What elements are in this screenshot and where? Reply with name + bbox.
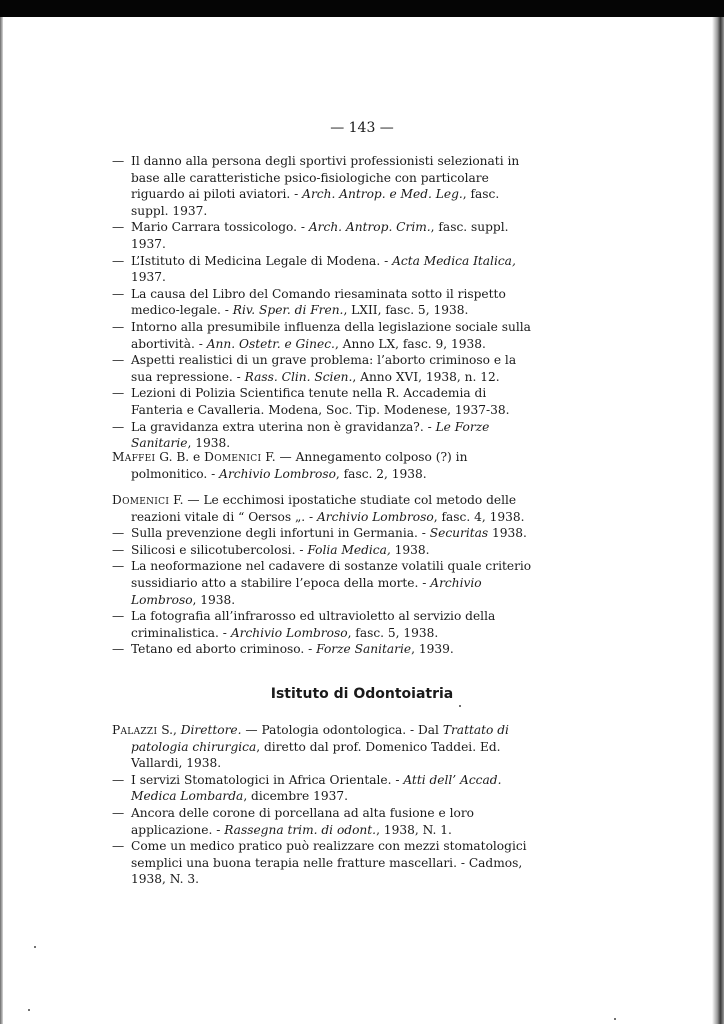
bibliography-entry: — L’Istituto di Medicina Legale di Modena. - Acta Medica Italica, 1937.	[112, 253, 516, 285]
maffei-entry: Maffei G. B. e Domenici F. — Annegamento colposo (?) in polmonitico. - Archivio Lombroso, fasc. 2, 1938.	[112, 450, 468, 481]
coauthor-name: Domenici	[204, 450, 262, 464]
scan-speck	[459, 705, 461, 707]
entry-dash: —	[112, 542, 125, 557]
bibliography-entry: — Aspetti realistici di un grave problema: l’aborto criminoso e la sua repressione. - Rass. Clin. Scien., Anno XVI, 1938, n. 12.	[112, 353, 517, 384]
entry-dash: —	[112, 805, 125, 820]
bibliography-entry: — Come un medico pratico può realizzare con mezzi stomatologici semplici una buona terapia nelle fratture mascellari. - Cadmos, 1938, N. 3.	[112, 839, 527, 887]
entry-dash: —	[112, 609, 125, 624]
bibliography-group-2	[112, 492, 532, 658]
scan-speck	[34, 946, 36, 948]
bibliography-author-entry	[112, 449, 532, 482]
bibliography-group-3	[112, 722, 532, 888]
journal-title: Archivio Lombroso	[219, 466, 336, 481]
entry-dash: —	[112, 559, 125, 574]
journal-title: Forze Sanitarie	[316, 642, 412, 657]
palazzi-entry: Palazzi S., Direttore. — Patologia odontologica. - Dal Trattato di patologia chirurgica, diretto dal prof. Domenico Taddei. Ed. Vallardi, 1938.	[112, 723, 509, 771]
journal-title: Archivio Lombroso	[230, 625, 348, 640]
entry-dash: —	[112, 154, 125, 168]
journal-title: Ann. Ostetr. e Ginec.	[206, 336, 335, 351]
journal-title: Riv. Sper. di Fren.	[232, 303, 344, 318]
scan-speck	[614, 1018, 616, 1020]
entry-dash: —	[112, 253, 125, 268]
entry-dash: —	[112, 642, 125, 657]
entry-dash: —	[112, 386, 125, 401]
author-role: Direttore.	[180, 723, 242, 737]
journal-title: Rassegna trim. di odont.	[224, 822, 377, 837]
bibliography-group-1	[112, 153, 532, 452]
author-name: Palazzi	[112, 723, 158, 737]
bibliography-entry: — Silicosi e silicotubercolosi. - Folia Medica, 1938.	[112, 542, 430, 557]
bibliography-entry: — Il danno alla persona degli sportivi professionisti selezionati in base alle caratteristiche psico-fisiologiche con particolare riguardo ai piloti aviatori. - Arch. Antrop. e Med. Leg., fasc. suppl. 1937.	[112, 154, 520, 218]
journal-title: Arch. Antrop. Crim.	[308, 220, 431, 235]
book-title: Trattato di patologia chirurgica	[131, 723, 509, 754]
bibliography-entry: — I servizi Stomatologici in Africa Orientale. - Atti dell’ Accad. Medica Lombarda, dicembre 1937.	[112, 772, 502, 804]
entry-dash: —	[112, 526, 125, 541]
journal-title: Folia Medica,	[307, 542, 391, 557]
scan-right-edge	[712, 17, 724, 1024]
journal-title: Arch. Antrop. e Med. Leg.	[302, 187, 463, 202]
author-name: Maffei	[112, 450, 156, 464]
author-name: Domenici	[112, 493, 170, 507]
journal-title: Securitas	[429, 526, 489, 541]
bibliography-entry: — Tetano ed aborto criminoso. - Forze Sanitarie, 1939.	[112, 642, 454, 657]
bibliography-entry: — Sulla prevenzione degli infortuni in Germania. - Securitas 1938.	[112, 526, 527, 541]
bibliography-entry: — Lezioni di Polizia Scientifica tenute nella R. Accademia di Fanteria e Cavalleria. Modena, Soc. Tip. Modenese, 1937-38.	[112, 386, 510, 417]
entry-dash: —	[112, 353, 125, 368]
bibliography-entry: — Intorno alla presumibile influenza della legislazione sociale sulla abortività. - Ann. Ostetr. e Ginec., Anno LX, fasc. 9, 1938.	[112, 319, 531, 351]
bibliography-entry: — Mario Carrara tossicologo. - Arch. Antrop. Crim., fasc. suppl. 1937.	[112, 220, 509, 251]
bibliography-entry: — La neoformazione nel cadavere di sostanze volatili quale criterio sussidiario atto a stabilire l’epoca della morte. - Archivio Lombroso, 1938.	[112, 559, 532, 607]
entry-dash: —	[112, 772, 125, 787]
bibliography-entry: — La fotografia all’infrarosso ed ultravioletto al servizio della criminalistica. - Archivio Lombroso, fasc. 5, 1938.	[112, 609, 496, 640]
journal-title: Le Forze Sanitarie	[131, 419, 490, 451]
journal-title: Atti dell’ Accad. Medica Lombarda	[131, 772, 502, 804]
scan-left-edge	[0, 17, 3, 1024]
scan-speck	[28, 1009, 30, 1011]
entry-dash: —	[112, 220, 125, 235]
bibliography-entry: — La causa del Libro del Comando riesaminata sotto il rispetto medico-legale. - Riv. Sper. di Fren., LXII, fasc. 5, 1938.	[112, 286, 506, 318]
scan-top-border	[0, 0, 724, 17]
journal-title: Acta Medica Italica,	[392, 253, 516, 268]
journal-title: Archivio Lombroso	[131, 575, 482, 607]
journal-title: Rass. Clin. Scien.	[244, 369, 353, 384]
section-heading: Istituto di Odontoiatria	[270, 686, 454, 702]
entry-dash: —	[112, 319, 125, 334]
journal-title: Archivio Lombroso	[317, 509, 434, 524]
entry-dash: —	[112, 419, 125, 434]
entry-dash: —	[112, 839, 125, 854]
bibliography-entry: — La gravidanza extra uterina non è gravidanza?. - Le Forze Sanitarie, 1938.	[112, 419, 490, 451]
entry-dash: —	[112, 286, 125, 301]
page-number: — 143 —	[330, 120, 394, 136]
domenici-entry: Domenici F. — Le ecchimosi ipostatiche studiate col metodo delle reazioni vitale di “ Oersos „. - Archivio Lombroso, fasc. 4, 1938.	[112, 493, 525, 524]
bibliography-entry: — Ancora delle corone di porcellana ad alta fusione e loro applicazione. - Rassegna trim. di odont., 1938, N. 1.	[112, 805, 474, 837]
